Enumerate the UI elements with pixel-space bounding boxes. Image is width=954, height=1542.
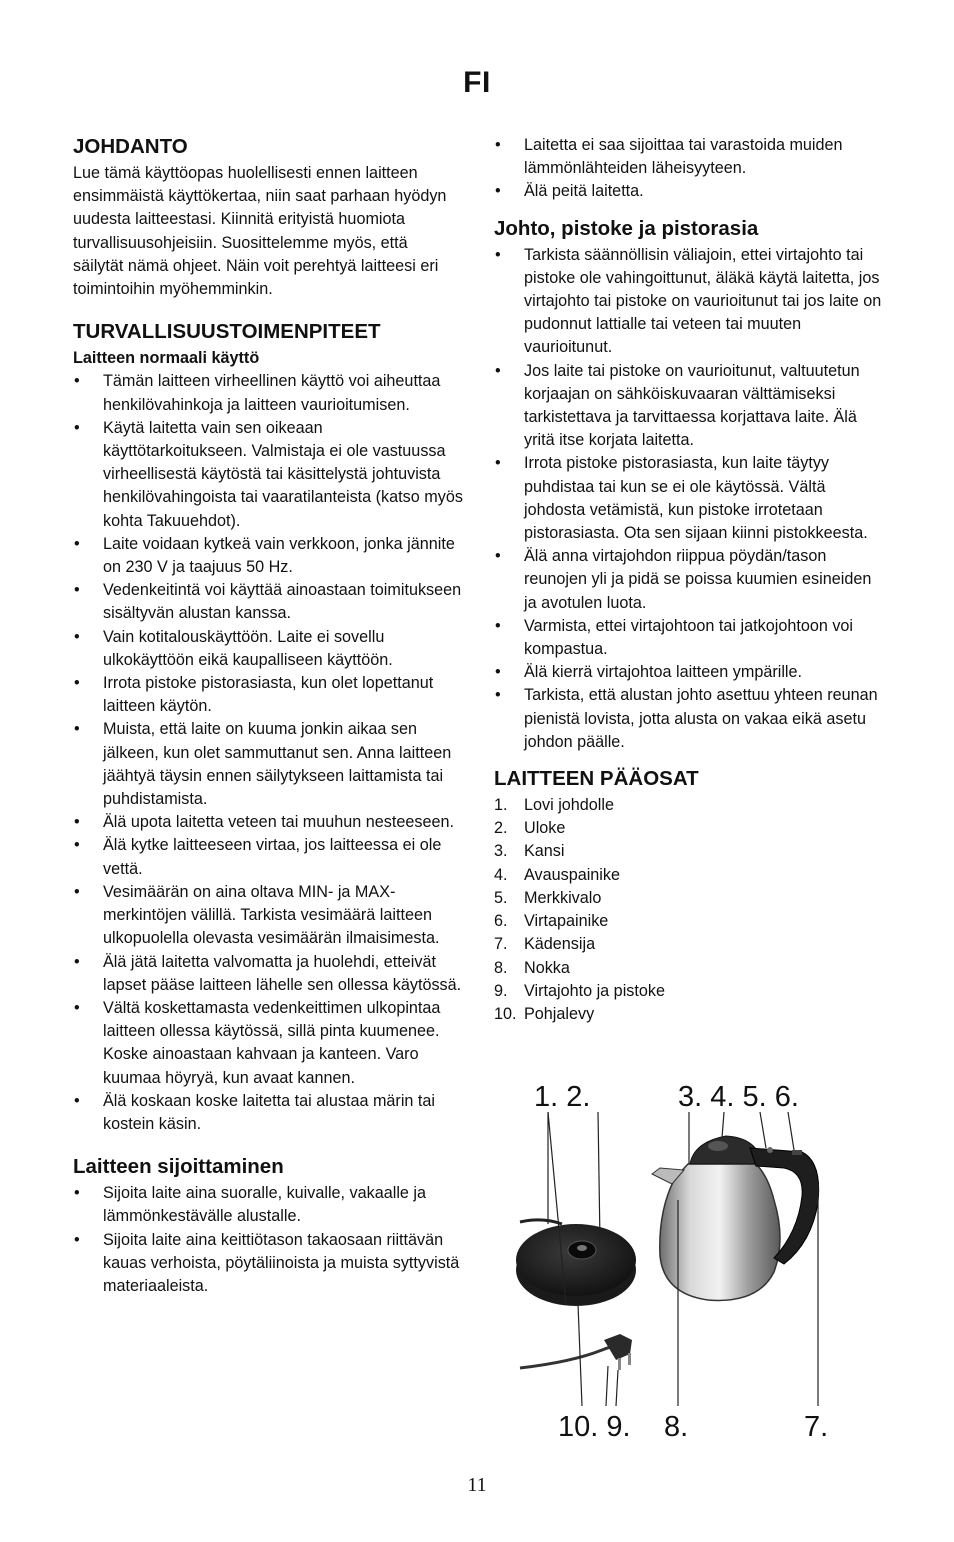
normal-use-list: [73, 370, 463, 1136]
list-item: • Älä koskaan koske laitetta tai alustaa märin tai kostein käsin.: [73, 1090, 463, 1136]
list-item: • Muista, että laite on kuuma jonkin aikaa sen jälkeen, kun olet sammuttanut sen. Anna laitteen jäähtyä täysin ennen säilytykseen laittamista tai puhdistamista.: [73, 718, 463, 811]
list-item: 6. Virtapainike: [494, 912, 609, 931]
right-column: [494, 134, 884, 1026]
intro-text: Lue tämä käyttöopas huolellisesti ennen laitteen ensimmäistä käyttökertaa, niin saat parhaan hyödyn uudesta laitteestasi. Kiinnitä erityistä huomiota turvallisuusohjeisiin. Suosittelemme myös, että säilytät nämä ohjeet. Näin voit perehtyä laitteesi eri toimintoihin myöhemminkin.: [73, 164, 447, 299]
list-item: • Käytä laitetta vain sen oikeaan käyttötarkoitukseen. Valmistaja ei ole vastuussa virheellisestä käytöstä tai käsittelystä johtuvista henkilövahingoista tai vaaratilanteista (katso myös kohta Takuuehdot).: [73, 417, 463, 533]
placement-list-continued: [494, 134, 884, 204]
list-item: • Varmista, ettei virtajohtoon tai jatkojohtoon voi kompastua.: [494, 615, 884, 661]
list-item: • Älä jätä laitetta valvomatta ja huolehdi, etteivät lapset pääse laitteen lähelle sen ollessa käytössä.: [73, 951, 463, 997]
figure-label-bottom-left: 10. 9.: [558, 1411, 631, 1443]
page-heading: FI: [463, 66, 491, 99]
parts-title: LAITTEEN PÄÄOSAT: [494, 767, 699, 791]
safety-title: TURVALLISUUSTOIMENPITEET: [73, 320, 381, 344]
list-item: 1. Lovi johdolle: [494, 796, 614, 815]
list-item: • Jos laite tai pistoke on vaurioitunut, valtuutetun korjaajan on sähköiskuvaaran välttämiseksi tarkistettava ja tarvittaessa korjattava laite. Älä yritä itse korjata laitetta.: [494, 360, 884, 453]
kettle-figure: [512, 1072, 842, 1450]
placement-title: Laitteen sijoittaminen: [73, 1155, 284, 1179]
left-column: [73, 134, 463, 1298]
list-item: • Laite voidaan kytkeä vain verkkoon, jonka jännite on 230 V ja taajuus 50 Hz.: [73, 533, 463, 579]
list-item: • Tarkista, että alustan johto asettuu yhteen reunan pienistä lovista, jotta alusta on vakaa eikä asetu johdon päälle.: [494, 684, 884, 754]
list-item: 10. Pohjalevy: [494, 1004, 595, 1023]
list-item: 2. Uloke: [494, 819, 566, 838]
list-item: • Irrota pistoke pistorasiasta, kun olet lopettanut laitteen käytön.: [73, 672, 463, 718]
list-item: • Irrota pistoke pistorasiasta, kun laite täytyy puhdistaa tai kun se ei ole käytössä. Vältä johdosta vetämistä, kun pistoke irrotetaan pistorasiasta. Ota sen sijaan kiinni pistokkeesta.: [494, 452, 884, 545]
list-item: • Älä upota laitetta veteen tai muuhun nesteeseen.: [73, 811, 463, 834]
list-item: • Laitetta ei saa sijoittaa tai varastoida muiden lämmönlähteiden läheisyyteen.: [494, 134, 884, 180]
figure-label-bottom-right: 7.: [804, 1411, 829, 1443]
cord-list: [494, 244, 884, 754]
list-item: 9. Virtajohto ja pistoke: [494, 981, 665, 1000]
intro-title: JOHDANTO: [73, 135, 188, 158]
parts-list: [494, 794, 884, 1026]
normal-use-title: Laitteen normaali käyttö: [73, 349, 260, 368]
list-item: • Älä peitä laitetta.: [494, 180, 884, 203]
list-item: • Älä kierrä virtajohtoa laitteen ympärille.: [494, 661, 884, 684]
kettle-illustration: [512, 1072, 842, 1450]
base-plate: [516, 1224, 636, 1306]
plug-icon: [604, 1334, 632, 1370]
figure-label-top-right: 3. 4. 5. 6.: [678, 1081, 799, 1113]
list-item: • Sijoita laite aina suoralle, kuivalle, vakaalle ja lämmönkestävälle alustalle.: [73, 1182, 463, 1228]
list-item: • Älä anna virtajohdon riippua pöydän/tason reunojen yli ja pidä se poissa kuumien esineiden ja avotulen luota.: [494, 545, 884, 615]
page-number: 11: [467, 1474, 487, 1496]
list-item: 7. Kädensija: [494, 935, 596, 954]
list-item: • Sijoita laite aina keittiötason takaosaan riittävän kauas verhoista, pöytäliinoista ja muista syttyvistä materiaaleista.: [73, 1229, 463, 1299]
list-item: • Tämän laitteen virheellinen käyttö voi aiheuttaa henkilövahinkoja ja laitteen vaurioitumisen.: [73, 370, 463, 416]
list-item: • Vesimäärän on aina oltava MIN- ja MAX-merkintöjen välillä. Tarkista vesimäärä laitteen ulkopuolella olevasta vesimäärän ilmaisimesta.: [73, 881, 463, 951]
list-item: • Vain kotitalouskäyttöön. Laite ei sovellu ulkokäyttöön eikä kaupalliseen käyttöön.: [73, 626, 463, 672]
list-item: 3. Kansi: [494, 842, 565, 861]
kettle-body: [652, 1136, 819, 1300]
figure-label-top-left: 1. 2.: [534, 1081, 591, 1113]
list-item: • Vedenkeitintä voi käyttää ainoastaan toimitukseen sisältyvän alustan kanssa.: [73, 579, 463, 625]
list-item: 5. Merkkivalo: [494, 888, 602, 907]
list-item: 4. Avauspainike: [494, 865, 620, 884]
placement-list: [73, 1182, 463, 1298]
power-cord: [520, 1344, 622, 1368]
indicator-light-icon: [767, 1147, 773, 1153]
list-item: • Vältä koskettamasta vedenkeittimen ulkopintaa laitteen ollessa käytössä, sillä pinta kuumenee. Koske ainoastaan kahvaan ja kanteen. Varo kuumaa höyryä, kun avaat kannen.: [73, 997, 463, 1090]
list-item: • Tarkista säännöllisin väliajoin, ettei virtajohto tai pistoke ole vahingoittunut, äläkä käytä laitetta, jos virtajohto tai pistoke on vaurioitunut tai jos laite on pudonnut lattialle tai veteen tai muuten vaurioitunut.: [494, 244, 884, 360]
figure-label-bottom-mid: 8.: [664, 1411, 689, 1443]
cord-title: Johto, pistoke ja pistorasia: [494, 216, 759, 240]
list-item: 8. Nokka: [494, 958, 570, 977]
list-item: • Älä kytke laitteeseen virtaa, jos laitteessa ei ole vettä.: [73, 834, 463, 880]
power-switch-icon: [792, 1150, 802, 1155]
